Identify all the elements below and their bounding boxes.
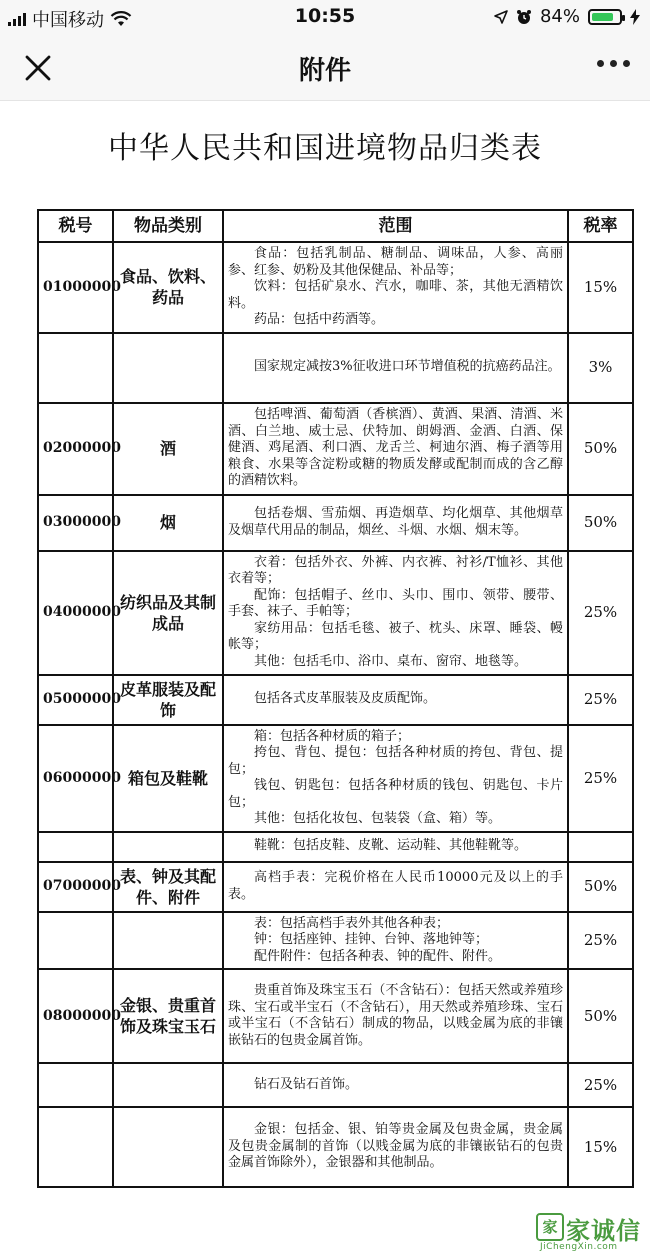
scope-line: 食品：包括乳制品、糖制品、调味品，人参、高丽参、红参、奶粉及其他保健品、补品等；	[228, 246, 563, 278]
clock: 10:55	[294, 5, 356, 27]
tax-code-cell: 08000000	[38, 969, 113, 1063]
tax-rate-cell: 50%	[568, 403, 633, 495]
scope-cell	[223, 832, 568, 862]
tax-code-cell: 06000000	[38, 725, 113, 832]
scope-line: 鞋靴：包括皮鞋、皮靴、运动鞋、其他鞋靴等。	[254, 838, 528, 854]
table-row	[38, 1063, 633, 1107]
category-cell: 箱包及鞋靴	[113, 725, 223, 832]
document-title: 中华人民共和国进境物品归类表	[108, 131, 542, 166]
table-body	[38, 242, 633, 1187]
tax-code-cell	[38, 1063, 113, 1107]
scope-line: 饮料：包括矿泉水、汽水，咖啡、茶，其他无酒精饮料。	[228, 279, 563, 311]
table-row	[38, 495, 633, 551]
table-row	[38, 832, 633, 862]
table-row	[38, 912, 633, 970]
category-cell	[113, 832, 223, 862]
category-cell: 食品、饮料、药品	[113, 242, 223, 333]
tax-code-cell	[38, 1107, 113, 1187]
table-row	[38, 862, 633, 912]
scope-line: 药品：包括中药酒等。	[254, 312, 385, 327]
tax-code-cell	[38, 333, 113, 403]
classification-table	[37, 209, 634, 1188]
table-row	[38, 969, 633, 1063]
tax-code-cell	[38, 832, 113, 862]
tax-rate-cell: 15%	[568, 242, 633, 333]
scope-line: 配饰：包括帽子、丝巾、头巾、围巾、领带、腰带、手套、袜子、手帕等；	[228, 587, 563, 620]
scope-cell	[223, 403, 568, 495]
category-cell	[113, 1107, 223, 1187]
scope-line: 箱：包括各种材质的箱子；	[254, 728, 411, 744]
location-arrow-icon	[494, 10, 508, 24]
category-cell	[113, 1063, 223, 1107]
tax-rate-cell: 25%	[568, 725, 633, 832]
table-row	[38, 675, 633, 725]
scope-line: 高档手表：完税价格在人民币10000元及以上的手表。	[228, 870, 563, 902]
scope-line: 其他：包括化妆包、包装袋（盒、箱）等。	[254, 811, 502, 826]
scope-line: 钻石及钻石首饰。	[254, 1076, 359, 1092]
nav-bar	[0, 34, 650, 101]
tax-code-cell: 04000000	[38, 551, 113, 675]
tax-rate-cell: 25%	[568, 1063, 633, 1107]
more-options-icon[interactable]	[597, 60, 630, 67]
tax-rate-cell: 3%	[568, 333, 633, 403]
tax-code-cell: 07000000	[38, 862, 113, 912]
battery-fill	[592, 13, 613, 21]
tax-rate-cell: 50%	[568, 969, 633, 1063]
scope-cell	[223, 912, 568, 970]
battery-icon	[588, 9, 622, 25]
watermark-url: JiChengXin.com	[540, 1242, 618, 1252]
status-bar	[0, 0, 650, 34]
category-cell: 表、钟及其配件、附件	[113, 862, 223, 912]
category-cell: 烟	[113, 495, 223, 551]
category-cell: 纺织品及其制成品	[113, 551, 223, 675]
category-cell: 金银、贵重首饰及珠宝玉石	[113, 969, 223, 1063]
header-category: 物品类别	[113, 210, 223, 242]
scope-cell	[223, 1107, 568, 1187]
scope-line: 衣着：包括外衣、外裤、内衣裤、衬衫/T恤衫、其他衣着等；	[228, 554, 563, 587]
scope-cell	[223, 333, 568, 403]
charging-bolt-icon	[630, 9, 640, 25]
header-code: 税号	[38, 210, 113, 242]
scope-cell	[223, 675, 568, 725]
carrier-label: 中国移动	[32, 10, 104, 31]
category-cell	[113, 912, 223, 970]
scope-line: 其他：包括毛巾、浴巾、桌布、窗帘、地毯等。	[254, 653, 528, 669]
scope-line: 表：包括高档手表外其他各种表；	[254, 915, 450, 931]
scope-line: 贵重首饰及珠宝玉石（不含钻石）：包括天然或养殖珍珠、宝石或半宝石（不含钻石），用天然或养殖珍珠、宝石或半宝石（不含钻石）制成的物品，以贱金属为底的非镶嵌钻石的包贵金属首饰。	[228, 983, 563, 1048]
tax-rate-cell	[568, 832, 633, 862]
scope-line: 钱包、钥匙包：包括各种材质的钱包、钥匙包、卡片包；	[228, 778, 563, 810]
tax-code-cell: 01000000	[38, 242, 113, 333]
scope-line: 包括啤酒、葡萄酒（香槟酒）、黄酒、果酒、清酒、米酒、白兰地、威士忌、伏特加、朗姆酒、金酒、白酒、保健酒、鸡尾酒、利口酒、龙舌兰、柯迪尔酒、梅子酒等用粮食、水果等含淀粉或糖的物质发酵或配制而成的含乙醇的酒精饮料。	[228, 407, 563, 489]
tax-code-cell: 03000000	[38, 495, 113, 551]
tax-rate-cell: 25%	[568, 912, 633, 970]
scope-line: 配件附件：包括各种表、钟的配件、附件。	[254, 948, 502, 964]
attachment-document[interactable]	[0, 101, 650, 1252]
tax-rate-cell: 15%	[568, 1107, 633, 1187]
alarm-icon	[516, 9, 532, 25]
watermark-text: 家诚信	[566, 1217, 641, 1245]
table-row	[38, 551, 633, 675]
status-right	[494, 6, 640, 27]
scope-cell	[223, 725, 568, 832]
watermark-logo-icon: 家	[536, 1213, 564, 1241]
header-rate: 税率	[568, 210, 633, 242]
scope-line: 包括各式皮革服装及皮质配饰。	[254, 691, 437, 707]
scope-line: 金银：包括金、银、铂等贵金属及包贵金属，贵金属及包贵金属制的首饰（以贱金属为底的非镶嵌钻石的包贵金属首饰除外），金银器和其他制品。	[228, 1122, 563, 1171]
scope-line: 包括卷烟、雪茄烟、再造烟草、均化烟草、其他烟草及烟草代用品的制品，烟丝、斗烟、水烟、烟末等。	[228, 506, 563, 538]
scope-cell	[223, 551, 568, 675]
header-scope: 范围	[223, 210, 568, 242]
scope-line: 家纺用品：包括毛毯、被子、枕头、床罩、睡袋、幔帐等；	[228, 620, 563, 653]
table-row	[38, 725, 633, 832]
tax-code-cell	[38, 912, 113, 970]
category-cell: 酒	[113, 403, 223, 495]
scope-cell	[223, 1063, 568, 1107]
scope-cell	[223, 495, 568, 551]
table-row	[38, 333, 633, 403]
scope-line: 挎包、背包、提包：包括各种材质的挎包、背包、提包；	[228, 745, 563, 777]
category-cell: 皮革服装及配饰	[113, 675, 223, 725]
nav-title: 附件	[298, 56, 351, 86]
scope-cell	[223, 862, 568, 912]
table-row	[38, 403, 633, 495]
tax-rate-cell: 50%	[568, 495, 633, 551]
category-cell	[113, 333, 223, 403]
scope-line: 国家规定减按3%征收进口环节增值税的抗癌药品注。	[254, 359, 561, 375]
tax-rate-cell: 25%	[568, 675, 633, 725]
scope-cell	[223, 969, 568, 1063]
table-header-row	[38, 210, 633, 242]
tax-code-cell: 05000000	[38, 675, 113, 725]
scope-cell	[223, 242, 568, 333]
table-row	[38, 242, 633, 333]
tax-rate-cell: 25%	[568, 551, 633, 675]
tax-code-cell: 02000000	[38, 403, 113, 495]
tax-rate-cell: 50%	[568, 862, 633, 912]
table-row	[38, 1107, 633, 1187]
site-watermark	[534, 1209, 650, 1256]
battery-percent: 84%	[539, 6, 580, 27]
scope-line: 钟：包括座钟、挂钟、台钟、落地钟等；	[254, 932, 489, 947]
